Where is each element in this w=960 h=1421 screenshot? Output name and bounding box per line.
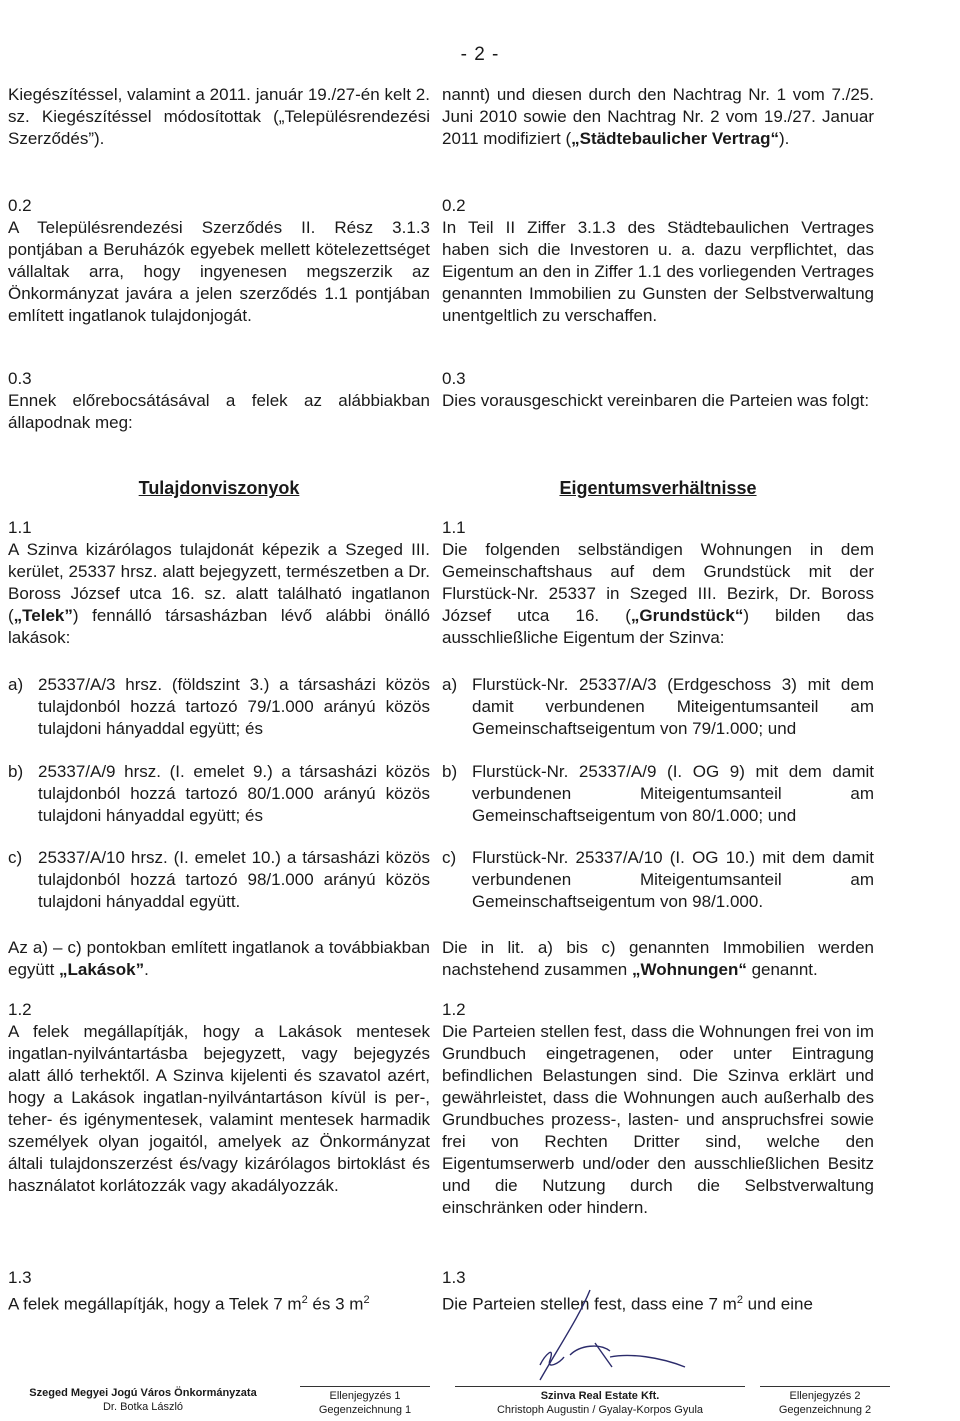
footer-person-name: Dr. Botka László <box>102 1401 184 1413</box>
hu-section-number-1-2: 1.2 <box>8 1000 32 1019</box>
hu-section-text-1-2: A felek megállapítják, hogy a Lakások mentesek ingatlan-nyilvántartásba bejegyzett, vagy bejegyzés alatt álló terhektől. A Szinva kijelenti és szavatol azért, hogy a Lakások ingatlan-nyilvántartáson kívül is per-, teher- és igénymentesek, valamint mentesek harmadik személyek olyan jogaitól, amelyek az Önkormányzat általi tulajdonszerzést és/vagy kizárólagos birtoklást és használatot korlátozzák vagy akadályozzák. <box>8 1022 430 1195</box>
hu-section-text-1-1: A Szinva kizárólagos tulajdonát képezik a Szeged III. kerület, 25337 hrsz. alatt bejegyzett, természetben a Dr. Boross József utca 16. sz. alatt található ingatlanon („Telek”) fennálló társasházban lévő alábbi önálló lakások: <box>8 540 430 647</box>
footer-org-name: Szeged Megyei Jogú Város Önkormányzata <box>29 1387 257 1399</box>
de-term-wohnungen: „Wohnungen“ <box>631 960 747 979</box>
signature-mark <box>500 1285 720 1385</box>
list-item <box>8 847 430 913</box>
de-section-number-1-3: 1.3 <box>442 1268 466 1287</box>
footer-countersign-1 <box>300 1386 430 1417</box>
hu-item-a-text: 25337/A/3 hrsz. (földszint 3.) a társasházi közös tulajdonból hozzá tartozó 79/1.000 arányú közös tulajdoni hányaddal együtt; és <box>38 675 430 738</box>
list-item <box>442 847 874 913</box>
de-section-text-1-1: Die folgenden selbständigen Wohnungen in dem Gemeinschaftshaus auf dem Grundstück mit der Flurstück-Nr. 25337 in Szeged III. Bezirk, Dr. Boross József utca 16. („Grundstück“) bilden das ausschließliche Eigentum der Szinva: <box>442 540 875 647</box>
hu-section-number-1-3: 1.3 <box>8 1268 32 1287</box>
footer-countersign-hu: Ellenjegyzés 1 <box>329 1390 401 1402</box>
hu-section-text-0-2: A Településrendezési Szerződés II. Rész 3.1.3 pontjában a Beruházók egyebek mellett kötelezettséget vállaltak arra, hogy ingyenesen megszerzik az Önkormányzat javára a jelen szerződés 1.1 pontjában említett ingatlanok tulajdonjogát. <box>8 218 430 325</box>
de-section-text-1-3: Die Parteien stellen fest, dass eine 7 $m^2$ und eine <box>442 1294 813 1314</box>
footer-signatory-2 <box>455 1386 745 1417</box>
hu-summary: Az a) – c) pontokban említett ingatlanok a továbbiakban együtt „Lakások”. <box>8 938 430 979</box>
hu-item-c-label: c) <box>8 848 23 867</box>
hu-item-b-label: b) <box>8 762 24 781</box>
list-item <box>442 674 874 740</box>
footer-countersign-2 <box>760 1386 890 1417</box>
footer-countersign-de-2: Gegenzeichnung 2 <box>778 1404 872 1416</box>
de-section-number-1-1: 1.1 <box>442 518 466 537</box>
hu-section-text-1-3: A felek megállapítják, hogy a Telek 7 $m^2$ és 3 $m^2$ <box>8 1294 370 1314</box>
de-item-c-text: Flurstück-Nr. 25337/A/10 (I. OG 10.) mit dem damit verbundenen Miteigentumsanteil am Gemeinschaftseigentum von 98/1.000. <box>472 848 874 911</box>
footer-company-name: Szinva Real Estate Kft. <box>540 1390 660 1402</box>
hu-section-number-1-1: 1.1 <box>8 518 32 537</box>
hu-item-c-text: 25337/A/10 hrsz. (I. emelet 10.) a társasházi közös tulajdonból hozzá tartozó 98/1.000 arányú közös tulajdoni hányaddal együtt. <box>38 848 430 911</box>
hu-term-lakasok: „Lakások” <box>59 960 145 979</box>
de-item-a-text: Flurstück-Nr. 25337/A/3 (Erdgeschoss 3) mit dem damit verbundenen Miteigentumsanteil am Gemeinschaftseigentum von 79/1.000; und <box>472 675 874 738</box>
de-term-grundstueck: „Grundstück“ <box>630 606 744 625</box>
hu-item-a-label: a) <box>8 675 24 694</box>
hu-section-number-0-3: 0.3 <box>8 369 32 388</box>
hu-section-number-0-2: 0.2 <box>8 196 32 215</box>
hu-term-telek: „Telek” <box>13 606 73 625</box>
footer-signatory-1 <box>8 1386 278 1414</box>
de-summary: Die in lit. a) bis c) genannten Immobilien werden nachstehend zusammen „Wohnungen“ genannt. <box>442 938 874 979</box>
de-term-vertrag: „Städtebaulicher Vertrag“ <box>571 129 779 148</box>
de-section-number-0-2: 0.2 <box>442 196 466 215</box>
hu-item-b-text: 25337/A/9 hrsz. (I. emelet 9.) a társasházi közös tulajdonból hozzá tartozó 80/1.000 arányú közös tulajdoni hányaddal együtt; és <box>38 762 430 825</box>
de-item-b-text: Flurstück-Nr. 25337/A/9 (I. OG 9) mit dem damit verbundenen Miteigentumsanteil am Gemeinschaftseigentum von 80/1.000; und <box>472 762 874 825</box>
de-item-b-label: b) <box>442 762 458 781</box>
de-section-text-0-3: Dies vorausgeschickt vereinbaren die Parteien was folgt: <box>442 391 870 410</box>
footer-countersign-hu-2: Ellenjegyzés 2 <box>789 1390 861 1402</box>
list-item <box>8 761 430 827</box>
de-section-number-0-3: 0.3 <box>442 369 466 388</box>
footer-company-persons: Christoph Augustin / Gyalay-Korpos Gyula <box>496 1404 704 1416</box>
list-item <box>442 761 874 827</box>
list-item <box>8 674 430 740</box>
de-item-c-label: c) <box>442 848 457 867</box>
hu-section-text-0-3: Ennek előrebocsátásával a felek az alábbiakban állapodnak meg: <box>8 391 430 432</box>
de-item-a-label: a) <box>442 675 458 694</box>
hu-heading: Tulajdonviszonyok <box>138 478 300 498</box>
de-heading: Eigentumsverhältnisse <box>559 478 757 498</box>
page-number: - 2 - <box>460 44 500 65</box>
de-section-text-1-2: Die Parteien stellen fest, dass die Wohnungen frei von im Grundbuch eingetragenen, oder unter Eintragung befindlichen Belastungen sind. Die Szinva erklärt und gewährleistet, dass die Wohnungen auch außerhalb des Grundbuches prozess-, lasten- und anspruchsfrei sowie frei von Rechten Dritter sind, welche den Eigentumserwerb und/oder den ausschließlichen Besitz und die Nutzung durch die Selbstverwaltung einschränken oder hindern. <box>442 1022 874 1217</box>
de-section-number-1-2: 1.2 <box>442 1000 466 1019</box>
footer-countersign-de: Gegenzeichnung 1 <box>318 1404 412 1416</box>
hu-intro: Kiegészítéssel, valamint a 2011. január 19./27-én kelt 2. sz. Kiegészítéssel módosítottak („Településrendezési Szerződés”). <box>8 85 430 148</box>
de-section-text-0-2: In Teil II Ziffer 3.1.3 des Städtebaulichen Vertrages haben sich die Investoren u. a. dazu verpflichtet, das Eigentum an den in Ziffer 1.1 des vorliegenden Vertrages genannten Immobilien zu Gunsten der Selbstverwaltung unentgeltlich zu verschaffen. <box>442 218 874 325</box>
de-intro: nannt) und diesen durch den Nachtrag Nr. 1 vom 7./25. Juni 2010 sowie den Nachtrag Nr. 2 vom 19./27. Januar 2011 modifiziert („Städtebaulicher Vertrag“). <box>442 85 874 148</box>
